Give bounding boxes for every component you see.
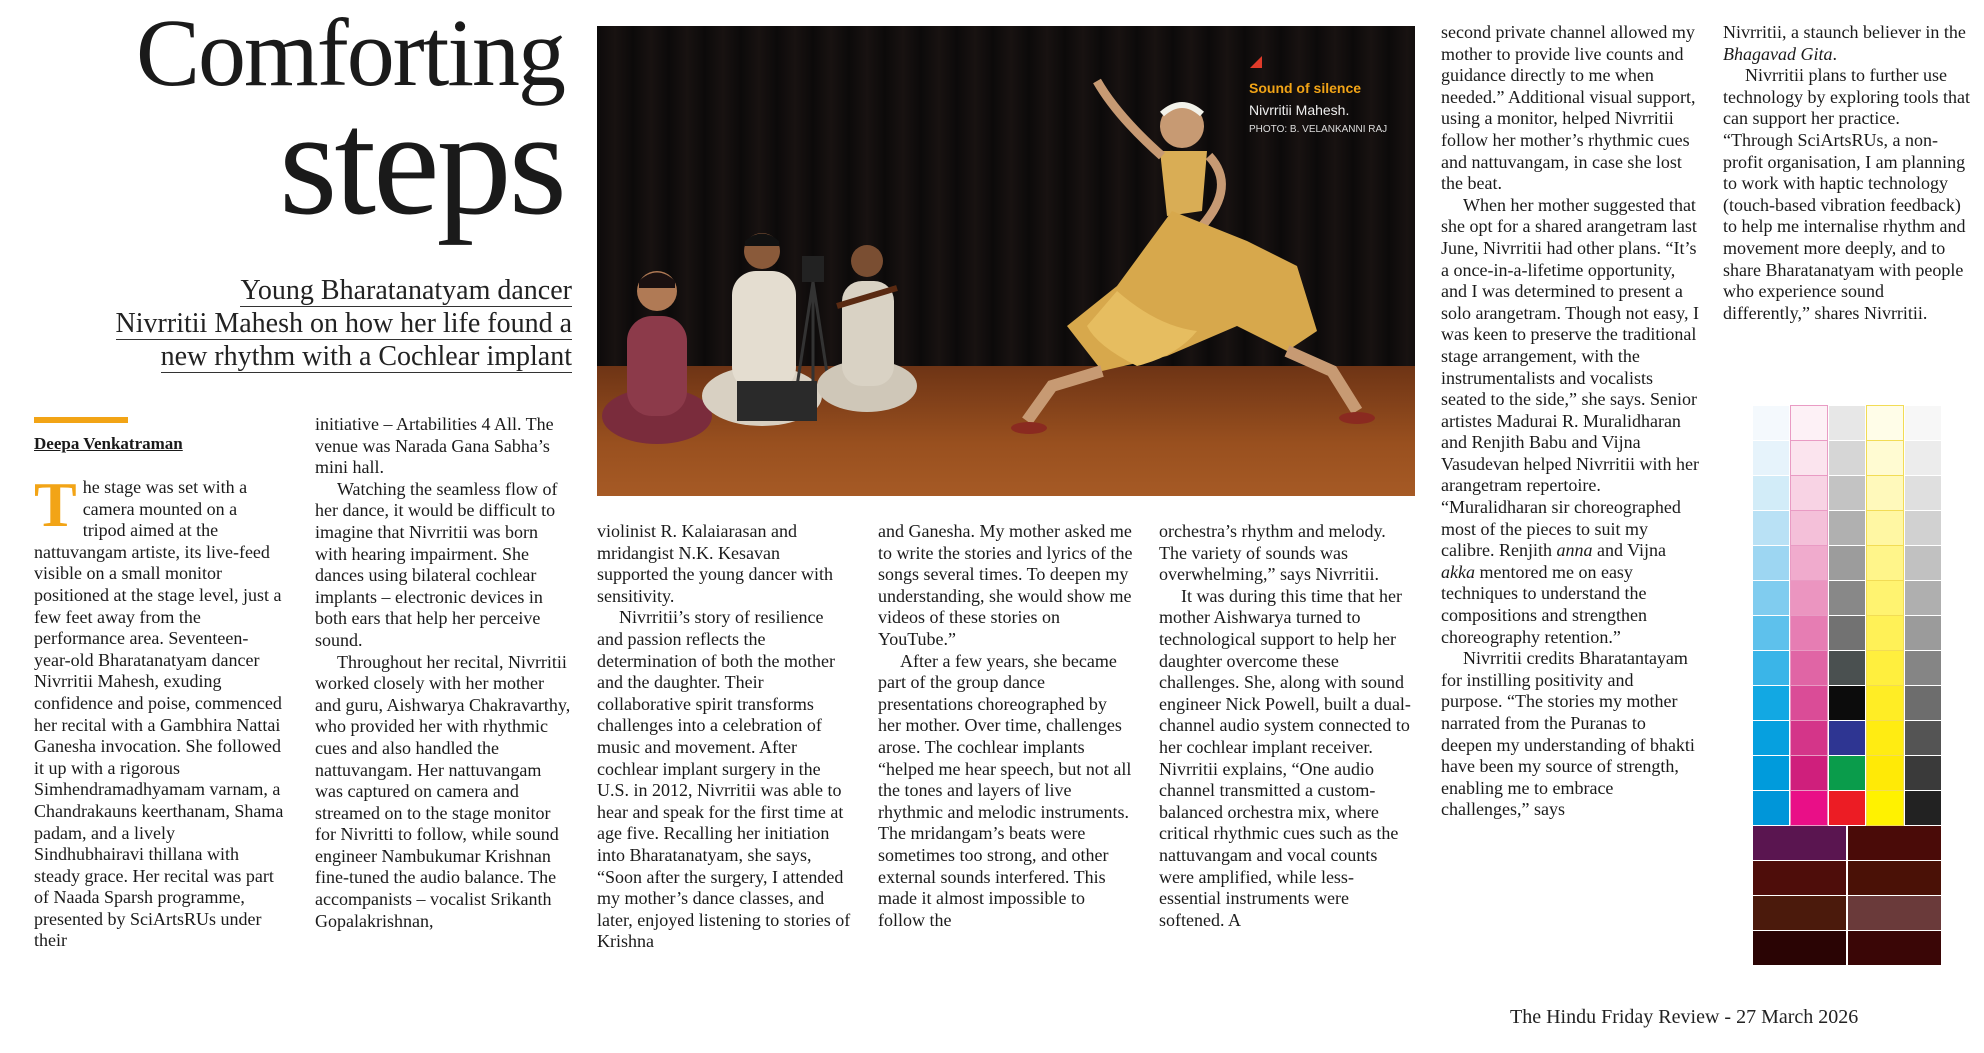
color-swatch xyxy=(1791,651,1827,685)
col5-para2: It was during this time that her mother Aishwarya turned to technological support to help her daughter overcome these challenges. She, along with sound engineer Nick Powell, built a dual-channel audio system connected to her cochlear implant receiver. Nivrritii explains, “One audio channel transmitted a custom-balanced orchestra mix, where critical rhythmic cues such as the nattuvangam and vocal counts were amplified, while less-essential instruments were softened. A xyxy=(1159,585,1411,930)
headline-line1: Comforting xyxy=(136,0,564,106)
color-swatch xyxy=(1753,511,1789,545)
color-swatch-dark xyxy=(1848,896,1941,930)
col6-em-akka: akka xyxy=(1441,561,1475,582)
color-swatch xyxy=(1753,406,1789,440)
col6-em-anna: anna xyxy=(1556,540,1593,561)
color-swatch-dark xyxy=(1753,861,1846,895)
color-swatch xyxy=(1905,441,1941,475)
col6-para3: Nivrritii credits Bharatantayam for instilling positivity and purpose. “The stories my mother narrated from the Puranas to deepen my understanding of bhakti have been my source of strength, enabling me to embrace challenges,” says xyxy=(1441,648,1695,820)
violinist-figure xyxy=(817,245,917,412)
color-swatch xyxy=(1791,476,1827,510)
col7-para1a: Nivrritii, a staunch believer in the xyxy=(1723,22,1966,42)
color-swatch-dark xyxy=(1753,896,1846,930)
dance-photo xyxy=(597,26,1415,496)
color-swatch xyxy=(1867,406,1903,440)
article-column-5 xyxy=(1159,521,1415,931)
color-swatch xyxy=(1791,441,1827,475)
color-swatch xyxy=(1829,476,1865,510)
color-swatch xyxy=(1905,406,1941,440)
col6-para2-mid: and Vijna xyxy=(1596,540,1667,561)
color-swatch xyxy=(1753,686,1789,720)
subheadline xyxy=(70,274,572,373)
color-swatch xyxy=(1791,581,1827,615)
color-swatch xyxy=(1791,616,1827,650)
color-swatch xyxy=(1905,616,1941,650)
color-swatch xyxy=(1905,721,1941,755)
col2-para3: Throughout her recital, Nivrritii worked closely with her mother and guru, Aishwarya Chakravarthy, who provided her with rhythmic cues and also handled the nattuvangam. Her nattuvangam was captured on camera and streamed on to the stage monitor for Nivritti to follow, while sound engineer Nambukumar Krishnan fine-tuned the audio balance. The accompanists – vocalist Srikanth Gopalakrishnan, xyxy=(315,651,571,931)
color-swatch xyxy=(1905,546,1941,580)
color-swatch xyxy=(1867,686,1903,720)
color-swatch xyxy=(1867,756,1903,790)
col3-para1: violinist R. Kalaiarasan and mridangist N.K. Kesavan supported the young dancer with sensitivity. xyxy=(597,521,833,606)
deck-line1: Young Bharatanatyam dancer xyxy=(240,275,572,306)
color-swatch xyxy=(1867,791,1903,825)
color-swatch xyxy=(1829,546,1865,580)
color-swatch xyxy=(1829,721,1865,755)
article-column-7 xyxy=(1723,22,1973,324)
color-swatch xyxy=(1905,581,1941,615)
deck-line2: Nivrritii Mahesh on how her life found a xyxy=(115,308,572,339)
color-swatch xyxy=(1753,616,1789,650)
color-swatch xyxy=(1753,651,1789,685)
color-swatch-dark xyxy=(1753,826,1846,860)
col2-para1: initiative – Artabilities 4 All. The venue was Narada Gana Sabha’s mini hall. xyxy=(315,414,554,478)
color-swatch xyxy=(1867,581,1903,615)
col7-para2: Nivrritii plans to further use technology by exploring tools that can support her practice. “Through SciArtsRUs, a non-profit organisation, I am planning to work with haptic technology (touch-based vibration feedback) to help me internalise rhythm and movement more deeply, and to share Bharatanatyam with people who experience sound differently,” shares Nivrritii. xyxy=(1723,65,1970,323)
col2-para2: Watching the seamless flow of her dance, it would be difficult to imagine that Nivrritii was born with hearing impairment. She dances using bilateral cochlear implants – electronic devices in both ears that help her perceive sound. xyxy=(315,478,558,650)
col5-para1: orchestra’s rhythm and melody. The variety of sounds was overwhelming,” says Nivrritii. xyxy=(1159,521,1386,585)
color-swatch xyxy=(1867,546,1903,580)
color-swatch xyxy=(1905,791,1941,825)
deck-line3: new rhythm with a Cochlear implant xyxy=(160,341,572,372)
color-swatch-dark xyxy=(1848,931,1941,965)
col6-para1: second private channel allowed my mother to provide live counts and guidance directly to me when needed.” Additional visual support, using a monitor, helped Nivrritii follow her mother’s rhythmic cues and nattuvangam, in case she lost the beat. xyxy=(1441,22,1696,194)
article-column-2 xyxy=(315,414,571,932)
color-swatch xyxy=(1753,546,1789,580)
color-swatch xyxy=(1829,756,1865,790)
col6-para2-end: mentored me on easy techniques to understand the compositions and strengthen choreography retention.” xyxy=(1441,561,1647,647)
color-swatch xyxy=(1829,406,1865,440)
color-swatch-dark xyxy=(1848,861,1941,895)
color-swatch xyxy=(1829,616,1865,650)
color-swatch xyxy=(1905,476,1941,510)
color-swatch xyxy=(1791,546,1827,580)
drop-cap: T xyxy=(34,469,77,540)
color-swatch xyxy=(1905,686,1941,720)
photo-caption-subject: Nivrritii Mahesh. xyxy=(1249,102,1350,118)
color-swatch xyxy=(1905,756,1941,790)
color-swatch xyxy=(1867,651,1903,685)
col4-para1: and Ganesha. My mother asked me to write the stories and lyrics of the songs several times. To deepen my understanding, she would show me videos of these stories on YouTube.” xyxy=(878,521,1133,649)
color-swatch xyxy=(1753,476,1789,510)
color-swatch xyxy=(1791,511,1827,545)
color-swatch xyxy=(1905,651,1941,685)
photo-caption-title: Sound of silence xyxy=(1249,80,1362,96)
color-swatch xyxy=(1829,791,1865,825)
photo-illustration xyxy=(597,26,1415,496)
color-swatch xyxy=(1829,441,1865,475)
col6-para2-text: When her mother suggested that she opt for a shared arangetram last June, Nivrritii had other plans. “It’s a once-in-a-lifetime opportunity, and I was determined to present a solo arangetram. Though not easy, I was keen to preserve the traditional stage arrangement, with the instrumentalists and vocalists seated to the side,” she says. Senior artistes Madurai R. Muralidharan and Renjith Babu and Vijna Vasudevan helped Nivrritii with her arangetram repertoire. “Muralidharan sir choreographed most of the pieces to suit my calibre. Renjith xyxy=(1441,194,1699,561)
color-swatch-dark xyxy=(1753,931,1846,965)
byline-rule xyxy=(34,417,128,423)
color-swatch xyxy=(1753,441,1789,475)
color-swatch xyxy=(1753,791,1789,825)
col3-para2: Nivrritii’s story of resilience and passion reflects the determination of both the mother and the daughter. Their collaborative spirit transforms challenges into a celebration of music and movement. After cochlear implant surgery in the U.S. in 2012, Nivrritii was able to hear and speak for the first time at age five. Recalling her initiation into Bharatanatyam, she says, “Soon after the surgery, I attended my mother’s dance classes, and later, enjoyed listening to stories of Krishna xyxy=(597,607,851,952)
color-swatch xyxy=(1829,686,1865,720)
color-swatch xyxy=(1867,476,1903,510)
byline[interactable]: Deepa Venkatraman xyxy=(34,434,183,453)
color-swatch xyxy=(1791,756,1827,790)
color-swatch xyxy=(1753,581,1789,615)
col1-para1: he stage was set with a camera mounted on a tripod aimed at the nattuvangam artiste, its live-feed visible on a small monitor positioned at the stage level, just a few feet away from the performance area. Seventeen-year-old Bharatanatyam dancer Nivrritii Mahesh, exuding confidence and poise, commenced her recital with a Gambhira Nattai Ganesha invocation. She followed it up with a rigorous Simhendramadhyamam varnam, a Chandrakauns keerthanam, Shama padam, and a lively Sindhubhairavi thillana with steady grace. Her recital was part of Naada Sparsh programme, presented by SciArtsRUs under their xyxy=(34,477,284,951)
col7-para1 xyxy=(1723,22,1973,65)
color-swatch xyxy=(1791,686,1827,720)
color-swatch xyxy=(1867,721,1903,755)
stage-monitor xyxy=(737,381,817,421)
color-swatch xyxy=(1829,511,1865,545)
color-swatch xyxy=(1905,511,1941,545)
col6-para2 xyxy=(1441,195,1699,648)
color-swatch-dark xyxy=(1848,826,1941,860)
article-column-4 xyxy=(878,521,1134,931)
color-swatch xyxy=(1791,721,1827,755)
color-swatch xyxy=(1829,651,1865,685)
caption-marker-icon xyxy=(1250,56,1262,68)
color-swatch xyxy=(1791,791,1827,825)
article-column-3 xyxy=(597,521,853,953)
headline-line2: steps xyxy=(279,80,564,247)
color-swatch xyxy=(1867,616,1903,650)
article-column-1 xyxy=(34,469,284,952)
color-swatch xyxy=(1867,511,1903,545)
article-column-6 xyxy=(1441,22,1699,821)
tripod-camera xyxy=(797,256,829,388)
color-swatch xyxy=(1791,406,1827,440)
col4-para2: After a few years, she became part of the group dance presentations choreographed by her mother. Over time, challenges arose. The cochlear implants “helped me hear speech, but not all the tones and layers of live rhythmic and melodic instruments. The mridangam’s beats were sometimes too strong, and other external sounds interfered. This made it almost impossible to follow the xyxy=(878,650,1132,930)
color-swatch xyxy=(1753,756,1789,790)
color-swatch xyxy=(1753,721,1789,755)
headline xyxy=(136,0,564,247)
col7-em-gita: Bhagavad Gita xyxy=(1723,43,1833,64)
vocalist-figure xyxy=(602,271,712,444)
color-swatch xyxy=(1867,441,1903,475)
photo-credit: PHOTO: B. VELANKANNI RAJ xyxy=(1249,124,1388,135)
color-swatch xyxy=(1829,581,1865,615)
col7-para1b: . xyxy=(1832,43,1837,64)
footer-publication: The Hindu Friday Review - 27 March 2026 xyxy=(1510,1006,1859,1028)
